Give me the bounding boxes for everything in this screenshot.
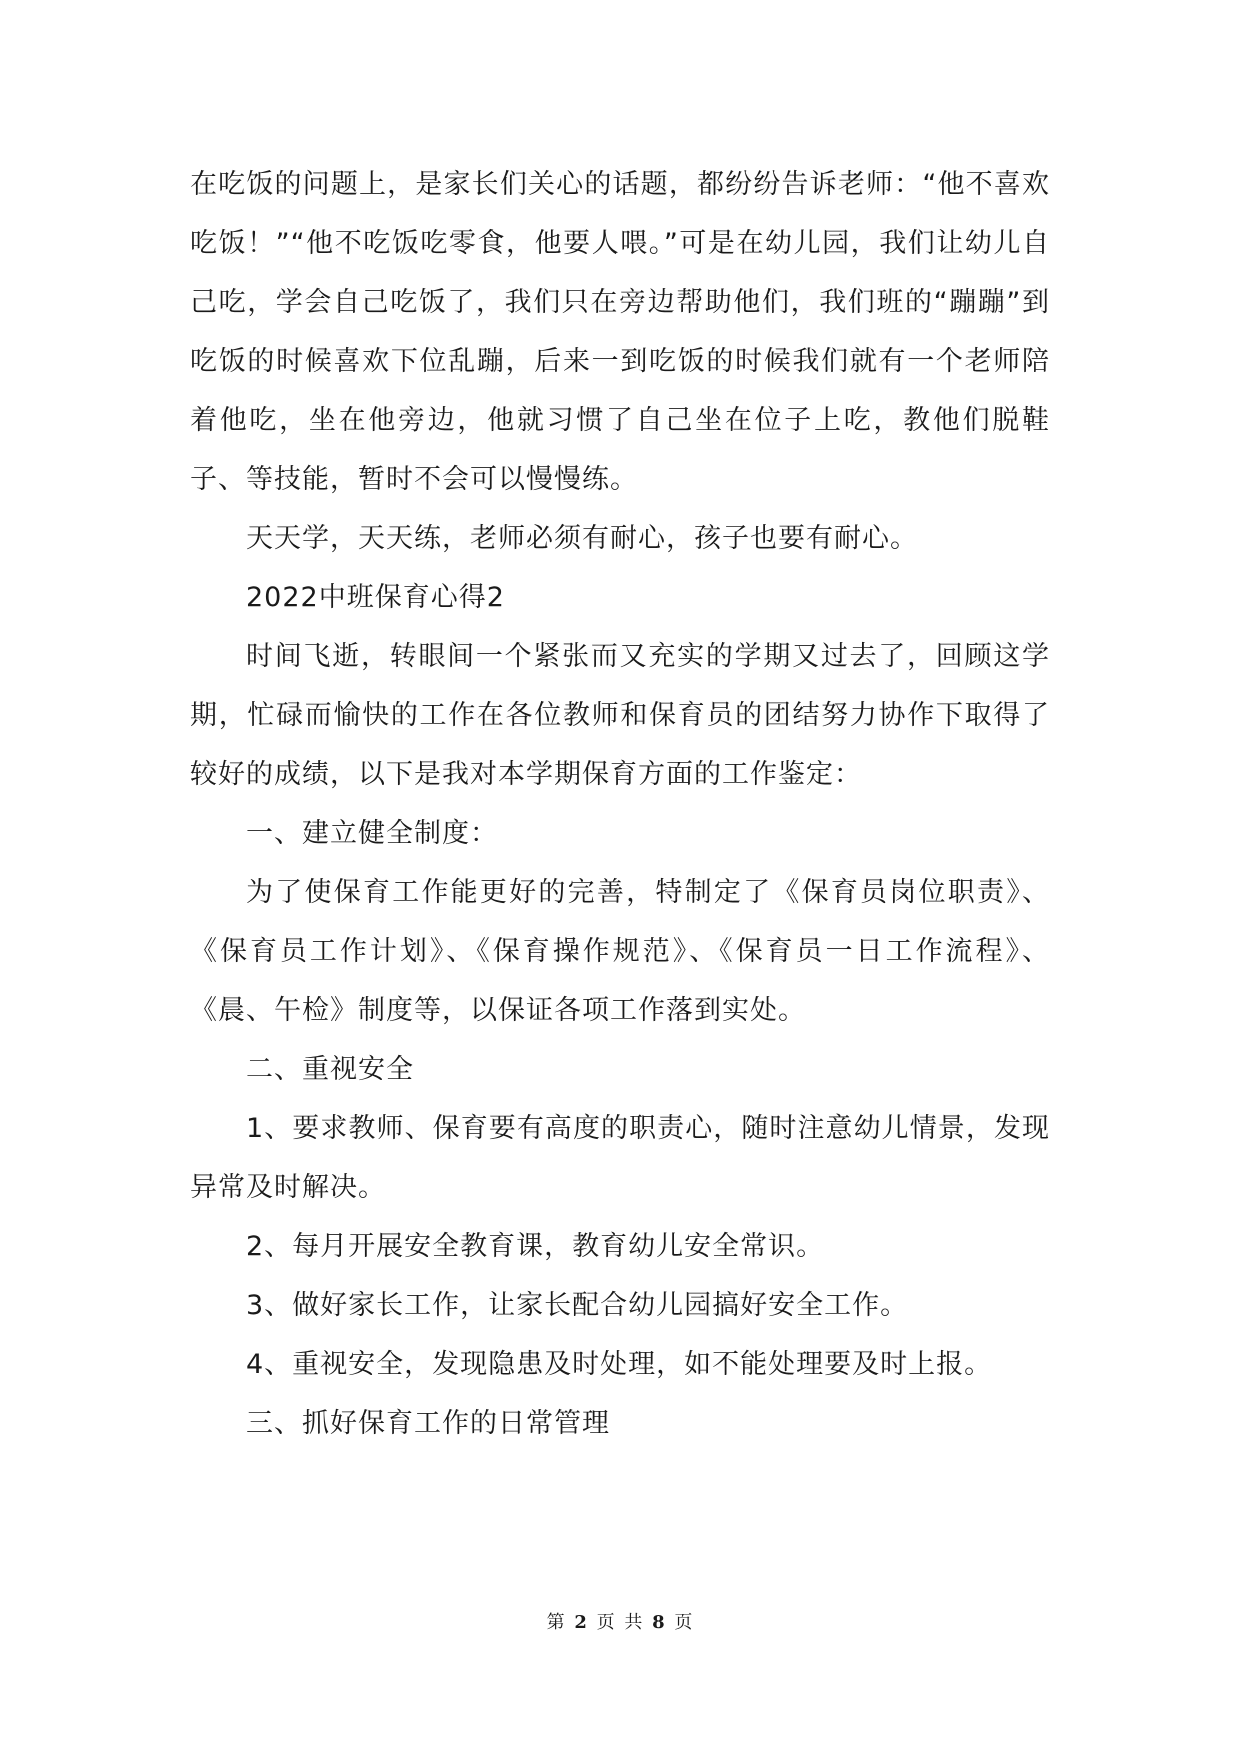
list-item: 1、要求教师、保育要有高度的职责心，随时注意幼儿情景，发现异常及时解决。 [190,1113,1050,1203]
list-item: 4、重视安全，发现隐患及时处理，如不能处理要及时上报。 [246,1349,993,1380]
page-footer [0,1608,1241,1634]
heading-management: 三、抓好保育工作的日常管理 [246,1408,610,1439]
heading-safety: 二、重视安全 [246,1054,414,1085]
paragraph-patience: 天天学，天天练，老师必须有耐心，孩子也要有耐心。 [246,523,918,554]
total-page-number: 8 [652,1612,667,1633]
footer-middle: 页 共 [596,1612,645,1633]
document-body [190,155,1050,1453]
list-item: 2、每月开展安全教育课，教育幼儿安全常识。 [246,1231,825,1262]
heading-system: 一、建立健全制度： [246,818,498,849]
list-item: 3、做好家长工作，让家长配合幼儿园搞好安全工作。 [246,1290,909,1321]
paragraph-system: 为了使保育工作能更好的完善，特制定了《保育员岗位职责》、《保育员工作计划》、《保育操作规范》、《保育员一日工作流程》、《晨、午检》制度等，以保证各项工作落到实处。 [190,877,1050,1026]
paragraph-intro: 时间飞逝，转眼间一个紧张而又充实的学期又过去了，回顾这学期，忙碌而愉快的工作在各位教师和保育员的团结努力协作下取得了较好的成绩，以下是我对本学期保育方面的工作鉴定： [190,641,1050,790]
footer-suffix: 页 [674,1612,695,1633]
footer-prefix: 第 [546,1612,567,1633]
paragraph-lunch: 在吃饭的问题上，是家长们关心的话题，都纷纷告诉老师：“他不喜欢吃饭！”“他不吃饭吃零食，他要人喂。”可是在幼儿园，我们让幼儿自己吃，学会自己吃饭了，我们只在旁边帮助他们，我们班的“蹦蹦”到吃饭的时候喜欢下位乱蹦，后来一到吃饭的时候我们就有一个老师陪着他吃，坐在他旁边，他就习惯了自己坐在位子上吃，教他们脱鞋子、等技能，暂时不会可以慢慢练。 [190,169,1050,495]
current-page-number: 2 [574,1612,589,1633]
section-title: 2022中班保育心得2 [246,582,505,613]
